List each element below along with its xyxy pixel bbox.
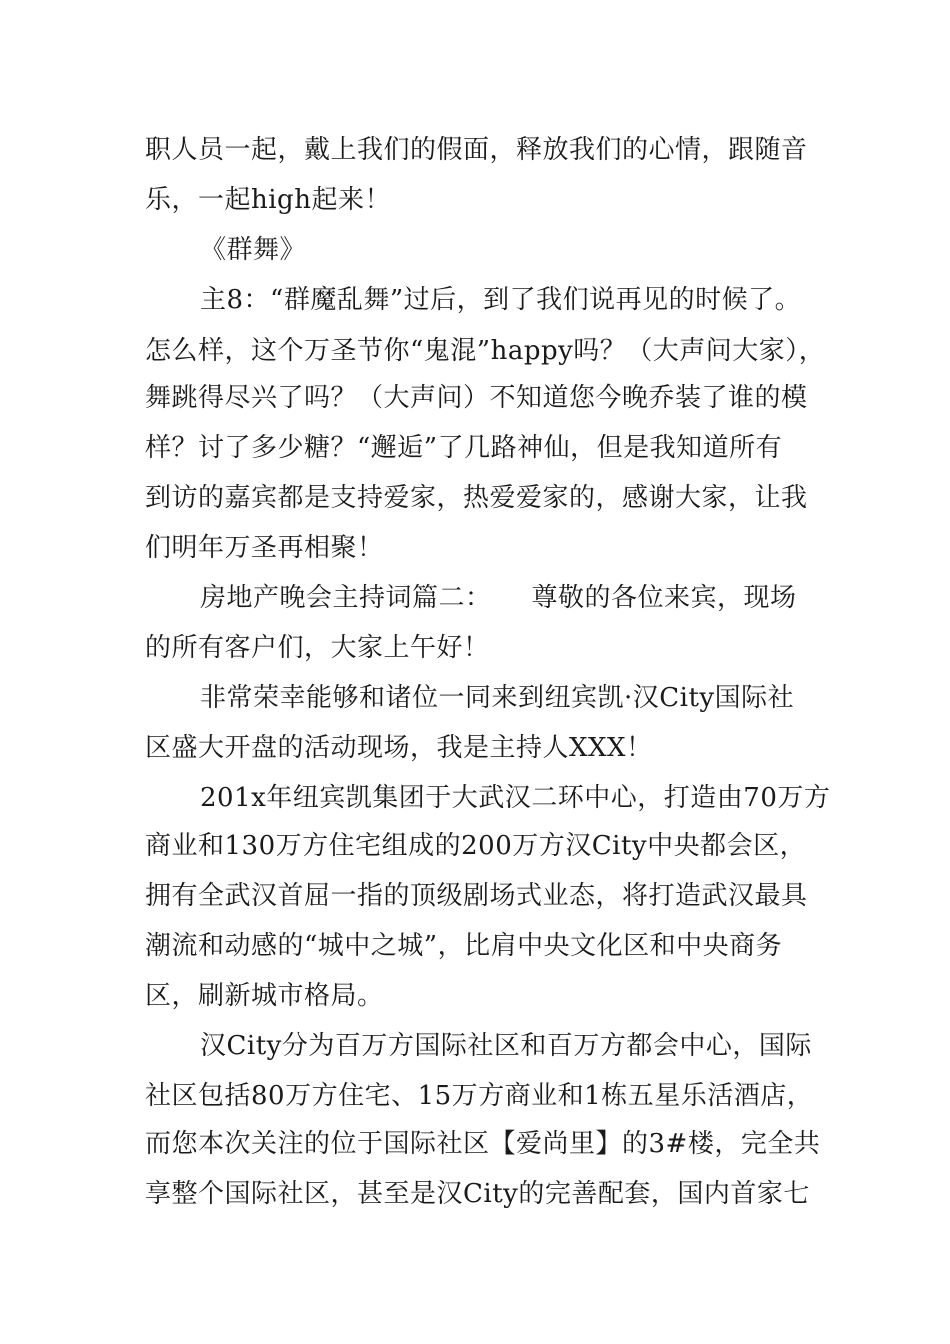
text-line: 们明年万圣再相聚！: [145, 533, 384, 563]
text-line: 201x年纽宾凯集团于大武汉二环中心，打造由70万方: [200, 783, 831, 813]
text-line: 区，刷新城市格局。: [145, 981, 384, 1011]
text-line: 房地产晚会主持词篇二： 尊敬的各位来宾，现场: [200, 583, 797, 613]
text-line: 非常荣幸能够和诸位一同来到纽宾凯·汉City国际社: [200, 683, 795, 713]
text-line: 主8：“群魔乱舞”过后，到了我们说再见的时候了。: [200, 285, 802, 315]
text-line: 社区包括80万方住宅、15万方商业和1栋五星乐活酒店，: [145, 1081, 814, 1111]
text-line: 享整个国际社区，甚至是汉City的完善配套，国内首家七: [145, 1179, 810, 1209]
section-title: 《群舞》: [200, 235, 307, 265]
text-line: 样？讨了多少糖？“邂逅”了几路神仙，但是我知道所有: [145, 433, 783, 463]
text-line: 乐，一起high起来！: [145, 185, 391, 215]
text-line: 职人员一起，戴上我们的假面，释放我们的心情，跟随音: [145, 135, 808, 165]
text-line: 的所有客户们，大家上午好！: [145, 633, 490, 663]
text-line: 怎么样，这个万圣节你“鬼混”happy吗？（大声问大家），: [145, 336, 826, 366]
text-line: 区盛大开盘的活动现场，我是主持人XXX！: [145, 733, 653, 763]
text-line: 而您本次关注的位于国际社区【爱尚里】的3#楼，完全共: [145, 1129, 821, 1159]
text-line: 舞跳得尽兴了吗？（大声问）不知道您今晚乔装了谁的模: [145, 383, 808, 413]
text-line: 潮流和动感的“城中之城”，比肩中央文化区和中央商务: [145, 931, 783, 961]
text-line: 到访的嘉宾都是支持爱家，热爱爱家的，感谢大家，让我: [145, 483, 808, 513]
text-line: 商业和130万方住宅组成的200万方汉City中央都会区，: [145, 831, 807, 861]
text-line: 汉City分为百万方国际社区和百万方都会中心，国际: [200, 1031, 812, 1061]
text-line: 拥有全武汉首屈一指的顶级剧场式业态，将打造武汉最具: [145, 881, 808, 911]
